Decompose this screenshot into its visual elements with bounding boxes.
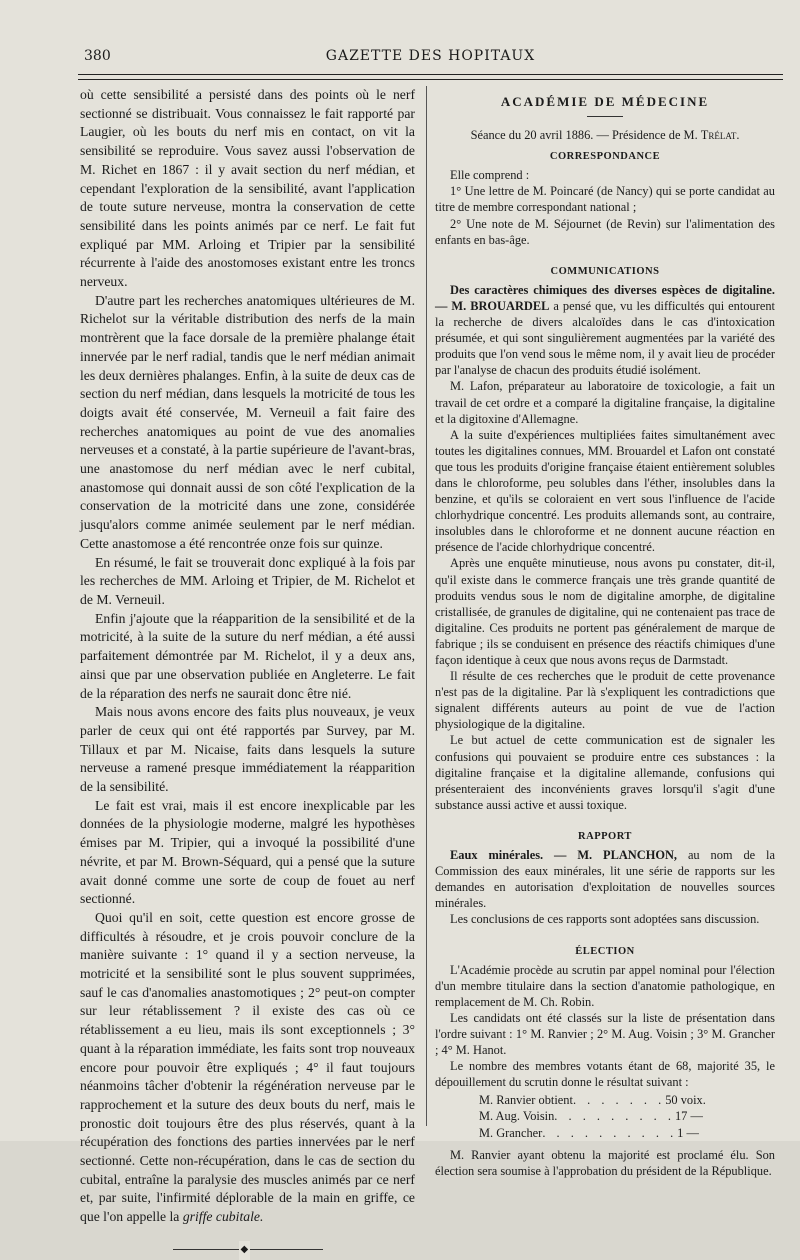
left-paragraph-text: Quoi qu'il en soit, cette question est encore grosse de difficultés à résoudre, et je crois pouvoir conclure de la manière suivante : 1° quand il y a section nerveuse, la motricité et la sensibilité sont le plus souvent supprimées, sauf le cas d'anomalies anastomotiques ; 2° peut-on compter sur leur rétablissement ? il existe des cas où ce rétablissement a eu lieu, mais ils sont exceptionnels ; 3° quant à la réparation immédiate, les faits sont trop nouveaux encore pour pouvoir être expliqués ; 4° il faut toujours néanmoins tâcher d'obtenir la régénération nerveuse par le rapprochement et la suture des deux bouts du nerf, mais le pronostic doit toujours être des plus réservés, quant à la récupération des fonctions des parties innervées par le nerf sectionné. Cette non-récupération, dans le cas de section du cubital, entraîne la paralysie des muscles animés par ce nerf et, par suite, l'infirmité déplorable de la main en griffe, ce que l'on appelle la <box>80 909 415 1225</box>
leader-dots: . . . . . . . . . . <box>542 1125 678 1140</box>
left-paragraph: où cette sensibilité a persisté dans des points où le nerf sectionné se distribuait. Vous connaissez le fait rapporté par Laugier, où les bouts du nerf mis en contact, on vit la sensibilité se reproduire. Vous savez aussi l'observation de M. Richet en 1867 : il y avait section du nerf médian, et cependant l'exploration de la sensibilité, avant l'application de toute suture nerveuse, montra la conservation de cette sensibilité dans les points animés par ce nerf. Le fait fut expliqué par MM. Arloing et Tripier par la sensibilité récurrente à l'aide des anostomoses existant entre les troncs nerveux. <box>80 87 415 290</box>
rapport-paragraph: Les conclusions de ces rapports sont adoptées sans discussion. <box>450 912 760 927</box>
correspondance-intro: Elle comprend : <box>450 168 530 183</box>
leader-dots: . . . . . . . . . <box>554 1109 675 1124</box>
seance-president: Trélat. <box>700 128 740 143</box>
article-end-rule <box>173 1245 323 1253</box>
communications-paragraph: Le but actuel de cette communication est de signaler les confusions qui pouvaient se produire entre ces substances : la digitaline française et la digitaline allemande, confusions qui présenteraient des inconvénients graves lorsqu'il s'agit d'une substance aussi active et aussi toxique. <box>435 733 775 812</box>
rapport-paragraph <box>435 847 775 911</box>
communications-text: a pensé que, vu les difficultés qui entourent la recherche de divers alcaloïdes dans le cas d'intoxication présumée, et qui sont singulièrement augmentées par la variété des produits que l'on vend sous le même nom, il y avait lieu de procéder par l'analyse de chacun des produits étudié isolément. <box>435 298 775 378</box>
left-paragraph: D'autre part les recherches anatomiques ultérieures de M. Richelot sur la véritable distribution des nerfs de la main montrèrent que la face dorsale de la première phalange était innervée par le nerf radial, tandis que le nerf médian animait les deux dernières phalanges. Enfin, à la suite de deux cas de section du nerf médian, dans lesquels la motricité de tous les doigts avait été conservée, M. Verneuil a fait faire des recherches anatomiques au point de vue des anomalies nerveuses et a constaté, à la partie supérieure de l'avant-bras, une anastomose du nerf médian avec le nerf cubital, anastomose qui donnait aussi de son côté l'explication de la conservation de la motricité dans une zone, considérée jusqu'alors comme animée seulement par le nerf médian. Cette anastomose a été rencontrée onze fois sur quinze. <box>80 292 415 551</box>
candidate-name: M. Grancher <box>479 1125 543 1140</box>
correspondance-item: 2° Une note de M. Séjournet (de Revin) sur l'alimentation des enfants en bas-âge. <box>435 216 775 247</box>
left-paragraph <box>80 909 415 1227</box>
communications-paragraph: Il résulte de ces recherches que le produit de cette provenance n'est pas de la digitaline. Par là s'expliquent les contradictions que signalent différents auteurs au point de vue de l'action physiologique de la digitaline. <box>435 669 775 732</box>
right-column <box>435 86 775 1179</box>
ornament-icon: ◆ <box>239 1241 251 1260</box>
vote-row <box>479 1108 719 1124</box>
communications-paragraph: Après une enquête minutieuse, nous avons pu constater, dit-il, qu'il existe dans le commerce français une très grande quantité de produits vendus sous le nom de digitaline amorphe, de digitaline cristallisée, de granules de digitaline, qui ne contenaient pas trace de digitaline. Ces produits ne portent pas généralement de marque de fabrique ; ils se conduisent en présence des réactifs chimiques d'une façon identique à ceux que nous avons reçus de Darmstadt. <box>435 556 775 667</box>
left-paragraph: En résumé, le fait se trouverait donc expliqué à la fois par les recherches de MM. Arloing et Tripier, de M. Richelot et de M. Verneuil. <box>80 554 415 607</box>
italic-term: griffe cubitale. <box>182 1209 264 1225</box>
election-paragraph: L'Académie procède au scrutin par appel nominal pour l'élection d'un membre titulaire dans la section d'anatomie pathologique, en remplacement de M. Ch. Robin. <box>435 962 775 1009</box>
communications-paragraph: M. Lafon, préparateur au laboratoire de toxicologie, a fait un travail de cet ordre et a comparé la digitaline française, la digitaline et la digitoxine d'Allemagne. <box>435 379 775 426</box>
communications-paragraph: A la suite d'expériences multipliées faites simultanément avec toutes les digitalines connues, MM. Brouardel et Lafon ont constaté que tous les produits d'origine française étaient entièrement solubles dans le chloroforme, peu solubles dans l'éther, insolubles dans la benzine, et qu'ils se coloraient en vert sous l'influence de l'acide chlorhydrique concentré. Les produits allemands sont, au contraire, insolubles dans le chloroforme et ne donnent aucune réaction en présence de l'acide chlorhydrique concentré. <box>435 427 775 555</box>
candidate-name: M. Ranvier obtient <box>479 1093 573 1108</box>
left-paragraph: Enfin j'ajoute que la réapparition de la sensibilité et de la motricité, à la suite de la suture du nerf médian, a été aussi parfaitement démontrée par M. Richelot, il y a deux ans, ainsi que par une observation publiée en Angleterre. Le fait de la réparation des nerfs ne saurait donc être nié. <box>80 610 415 701</box>
vote-results <box>479 1092 775 1140</box>
vote-count: 1 — <box>677 1125 699 1140</box>
header-rule <box>78 74 783 80</box>
communications-heading: COMMUNICATIONS <box>550 265 660 277</box>
election-result-paragraph: M. Ranvier ayant obtenu la majorité est proclamé élu. Son élection sera soumise à l'approbation du président de la République. <box>435 1147 775 1178</box>
column-divider <box>426 86 427 1126</box>
left-paragraph: Le fait est vrai, mais il est encore inexplicable par les données de la physiologie moderne, malgré les hypothèses émises par M. Tripier, qui a invoqué la possibilité d'une névrite, et par M. Brown-Séquard, qui a pensé que la suture avait donné comme une sorte de coup de fouet au nerf sectionné. <box>80 797 415 907</box>
page-header <box>78 48 783 72</box>
leader-dots: . . . . . . . <box>572 1093 666 1108</box>
candidate-name: M. Aug. Voisin <box>479 1109 555 1124</box>
correspondance-item: 1° Une lettre de M. Poincaré (de Nancy) qui se porte candidat au titre de membre correspondant national ; <box>435 184 775 215</box>
vote-row <box>479 1092 719 1108</box>
rapport-text: au nom de la Commission des eaux minérales, lit une série de rapports sur les demandes en autorisation d'exploitation de nouvelles sources minérales. <box>435 848 775 911</box>
section-title: ACADÉMIE DE MÉDECINE <box>500 94 710 109</box>
communications-paragraph <box>435 282 775 379</box>
left-paragraph: Mais nous avons encore des faits plus nouveaux, je veux parler de ceux qui ont été rapportés par Survey, par M. Tillaux et par M. Nicaise, faits dans lesquels la suture nerveuse a ramené presque immédiatement la réapparition de la sensibilité. <box>80 704 415 795</box>
election-paragraph: Les candidats ont été classés sur la liste de présentation dans l'ordre suivant : 1° M. Ranvier ; 2° M. Aug. Voisin ; 3° M. Grancher ; 4° M. Hanot. <box>435 1010 775 1058</box>
election-paragraph: Le nombre des membres votants étant de 68, majorité 35, le dépouillement du scrutin donne le résultat suivant : <box>435 1059 775 1090</box>
left-column <box>80 86 415 1253</box>
seance-line <box>435 127 775 143</box>
vote-row <box>479 1125 719 1141</box>
rapport-heading: RAPPORT <box>578 830 632 842</box>
running-title: GAZETTE DES HOPITAUX <box>325 48 536 64</box>
vote-count: 17 — <box>674 1109 703 1124</box>
correspondance-heading: CORRESPONDANCE <box>549 151 661 163</box>
communications-lead: Des caractères chimiques des diverses espèces de digitaline. — M. BROUARDEL <box>435 282 775 313</box>
vote-count: 50 voix. <box>665 1093 706 1108</box>
rapport-lead: Eaux minérales. — M. PLANCHON, <box>450 848 678 863</box>
seance-text: Séance du 20 avril 1886. — Présidence de M. <box>470 128 701 143</box>
election-heading: ÉLECTION <box>575 945 635 957</box>
title-rule <box>587 116 623 117</box>
page-number: 380 <box>84 48 111 64</box>
